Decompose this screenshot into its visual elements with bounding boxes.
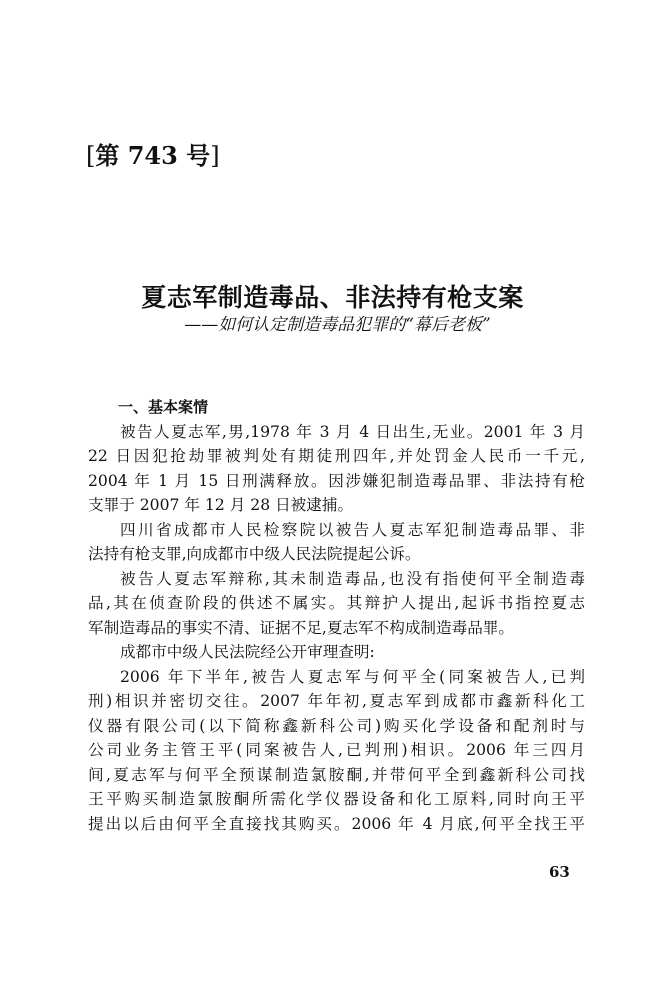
body-line: 22 日因犯抢劫罪被判处有期徒刑四年,并处罚金人民币一千元,: [88, 447, 585, 465]
case-number-label: 第 743 号: [95, 141, 211, 170]
body-line: 2004 年 1 月 15 日刑满释放。因涉嫌犯制造毒品罪、非法持有枪: [88, 472, 585, 490]
body-line: 四川省成都市人民检察院以被告人夏志军犯制造毒品罪、非: [120, 521, 585, 539]
body-line: 王平购买制造氯胺酮所需化学仪器设备和化工原料,同时向王平: [88, 790, 585, 808]
case-number-close-bracket: ]: [210, 142, 220, 170]
body-line: 军制造毒品的事实不清、证据不足,夏志军不构成制造毒品罪。: [88, 619, 514, 637]
body-line: 仪器有限公司(以下简称鑫新科公司)购买化学设备和配剂时与: [88, 717, 585, 735]
case-subtitle: ——如何认定制造毒品犯罪的“幕后老板”: [184, 315, 491, 335]
body-line: 被告人夏志军辩称,其未制造毒品,也没有指使何平全制造毒: [120, 570, 585, 588]
case-number: [86, 141, 220, 171]
body-line: 2006 年下半年,被告人夏志军与何平全(同案被告人,已判: [120, 668, 585, 686]
body-line: 成都市中级人民法院经公开审理查明:: [120, 643, 375, 661]
body-line: 法持有枪支罪,向成都市中级人民法院提起公诉。: [88, 545, 421, 563]
page-number: 63: [549, 863, 570, 881]
body-line: 品,其在侦查阶段的供述不属实。其辩护人提出,起诉书指控夏志: [88, 594, 585, 612]
body-line: 提出以后由何平全直接找其购买。2006 年 4 月底,何平全找王平: [88, 815, 585, 833]
case-title: 夏志军制造毒品、非法持有枪支案: [141, 283, 524, 312]
body-line: 刑)相识并密切交往。2007 年年初,夏志军到成都市鑫新科化工: [88, 692, 585, 710]
section-heading: 一、基本案情: [118, 398, 209, 416]
case-number-open-bracket: [: [86, 142, 96, 170]
body-line: 支罪于 2007 年 12 月 28 日被逮捕。: [88, 496, 354, 514]
body-line: 被告人夏志军,男,1978 年 3 月 4 日出生,无业。2001 年 3 月: [120, 423, 585, 441]
body-line: 间,夏志军与何平全预谋制造氯胺酮,并带何平全到鑫新科公司找: [88, 766, 585, 784]
body-line: 公司业务主管王平(同案被告人,已判刑)相识。2006 年三四月: [88, 741, 585, 759]
